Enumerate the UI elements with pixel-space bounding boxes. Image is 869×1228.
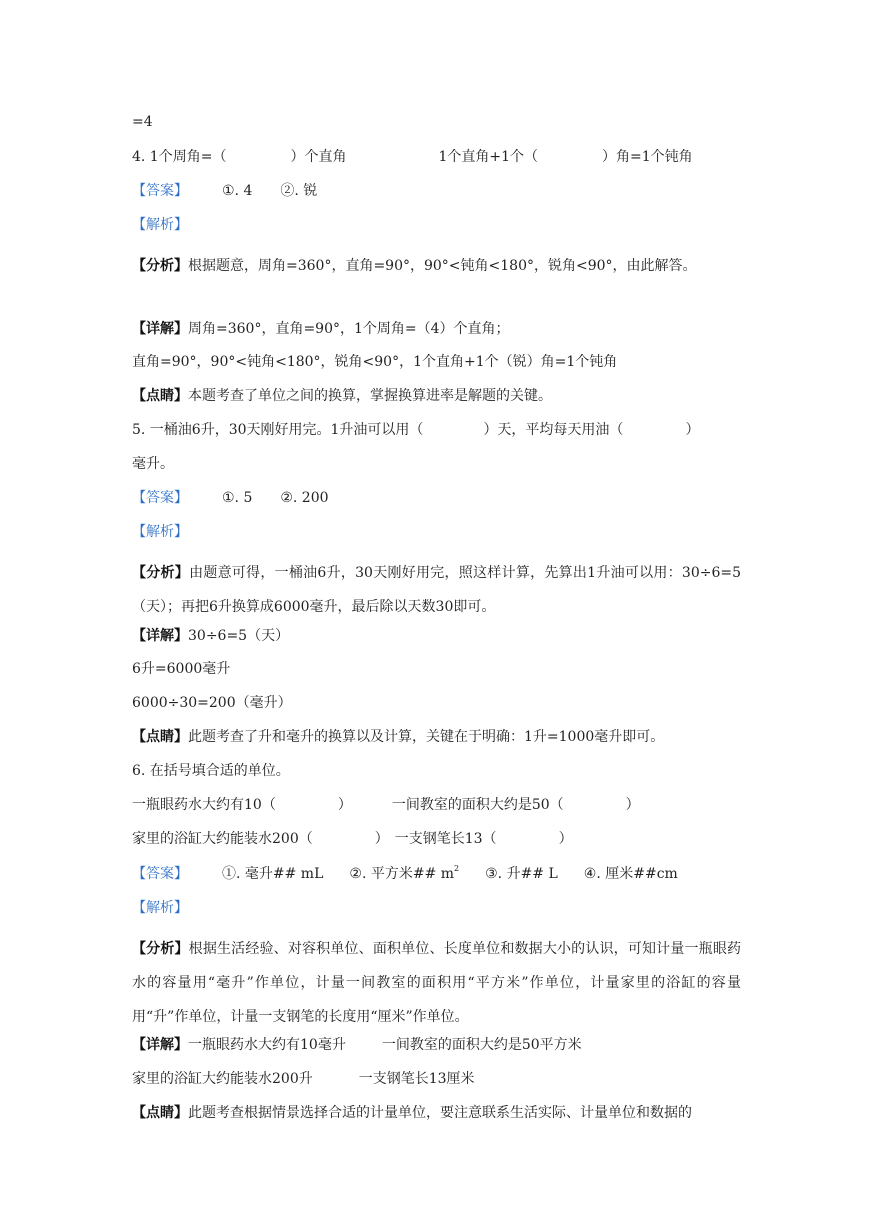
q6-row2-b: ） <box>374 831 389 847</box>
q6-row2-d: ） <box>558 831 573 847</box>
q4-xiangjie-1: 周角=360°，直角=90°，1个周角=（4）个直角； <box>188 321 510 337</box>
q4-xiangjie <box>132 319 741 339</box>
q6-row2-c: 一支钢笔长13（ <box>394 831 497 847</box>
q6-fenxi-text: 根据生活经验、对容积单位、面积单位、长度单位和数据大小的认识，可知计量一瓶眼药水的容量用“毫升”作单位，计量一间教室的面积用“平方米”作单位，计量家里的浴缸的容量用“升”作单位，计量一支钢笔的长度用“厘米”作单位。 <box>132 941 742 1025</box>
q4-dianjing-text: 本题考查了单位之间的换算，掌握换算进率是解题的关键。 <box>188 388 552 404</box>
q5-xiangjie-1: 30÷6=5（天） <box>188 628 290 644</box>
q6-xiangjie-line2 <box>132 1069 741 1089</box>
q5-dianjing <box>132 727 741 747</box>
q6-row1-c: 一间教室的面积大约是50（ <box>391 797 564 813</box>
q4-stem-b: ）个直角 <box>290 149 347 165</box>
answer-tag: 【答案】 <box>132 183 188 199</box>
q4-xiangjie-line2: 直角=90°，90°<钝角<180°，锐角<90°，1个直角+1个（锐）角=1个钝角 <box>132 354 618 370</box>
q4-answer <box>132 181 741 201</box>
q6-dianjing-text: 此题考查根据情景选择合适的计量单位，要注意联系生活实际、计量单位和数据的 <box>188 1105 692 1121</box>
q6-dianjing <box>132 1103 741 1123</box>
q5-xiangjie <box>132 626 741 646</box>
q6-analysis-heading <box>132 898 741 918</box>
q5-xiangjie-line2: 6升=6000毫升 <box>132 661 231 677</box>
q6-answer <box>132 864 741 884</box>
answer-tag: 【答案】 <box>132 490 188 506</box>
dianjing-tag: 【点睛】 <box>132 729 188 745</box>
q6-row1-a: 一瓶眼药水大约有10（ <box>132 797 276 813</box>
q4-analysis-heading <box>132 215 741 235</box>
q4-answer-1: ①. 4 <box>222 183 253 199</box>
fenxi-tag: 【分析】 <box>132 565 190 581</box>
q6-fenxi <box>132 932 741 1034</box>
q5-stem-a: 5. 一桶油6升，30天刚好用完。1升油可以用（ <box>132 422 424 438</box>
q6-answer-1: ①. 毫升## mL <box>222 866 324 882</box>
q5-stem <box>132 420 741 440</box>
q5-answer-1: ①. 5 <box>222 490 253 506</box>
q4-stem-a: 4. 1个周角=（ <box>132 149 227 165</box>
dianjing-tag: 【点睛】 <box>132 1105 188 1121</box>
answer-tag: 【答案】 <box>132 866 188 882</box>
q5-answer <box>132 488 741 508</box>
q6-row1 <box>132 795 741 815</box>
analysis-tag: 【解析】 <box>132 524 188 540</box>
q5-stem-line2: 毫升。 <box>132 456 174 472</box>
q5-xiangjie-line3: 6000÷30=200（毫升） <box>132 695 292 711</box>
analysis-tag: 【解析】 <box>132 900 188 916</box>
xiangjie-tag: 【详解】 <box>132 1037 188 1053</box>
q6-row2-a: 家里的浴缸大约能装水200（ <box>132 831 313 847</box>
analysis-tag: 【解析】 <box>132 217 188 233</box>
xiangjie-tag: 【详解】 <box>132 628 188 644</box>
q6-xiangjie-2b: 一支钢笔长13厘米 <box>358 1071 475 1087</box>
q4-fenxi-text: 根据题意，周角=360°，直角=90°，90°<钝角<180°，锐角<90°，由此解答。 <box>188 258 697 274</box>
q5-stem-c: ） <box>685 422 700 438</box>
xiangjie-tag: 【详解】 <box>132 321 188 337</box>
q6-xiangjie-2a: 家里的浴缸大约能装水200升 <box>132 1071 313 1087</box>
q6-answer-2: ②. 平方米## m <box>349 866 455 882</box>
q6-stem: 6. 在括号填合适的单位。 <box>132 763 290 779</box>
q5-answer-2: ②. 200 <box>280 490 329 506</box>
q4-dianjing <box>132 386 741 406</box>
q6-answer-3: ③. 升## L <box>485 866 558 882</box>
q5-stem-b: ）天，平均每天用油（ <box>483 422 624 438</box>
q6-answer-4: ④. 厘米##cm <box>583 866 678 882</box>
q5-analysis-heading <box>132 522 741 542</box>
q4-stem <box>132 147 741 167</box>
q4-stem-d: ）角=1个钝角 <box>602 149 693 165</box>
q6-row1-d: ） <box>625 797 640 813</box>
fenxi-tag: 【分析】 <box>132 258 188 274</box>
q6-xiangjie <box>132 1035 741 1055</box>
q4-fenxi <box>132 249 741 283</box>
q6-answer-2-sup: 2 <box>454 864 460 873</box>
q6-xiangjie-1b: 一间教室的面积大约是50平方米 <box>381 1037 582 1053</box>
q5-fenxi-text: 由题意可得，一桶油6升，30天刚好用完，照这样计算，先算出1升油可以用：30÷6=5（天）；再把6升换算成6000毫升，最后除以天数30即可。 <box>132 565 742 615</box>
q6-xiangjie-1a: 一瓶眼药水大约有10毫升 <box>188 1037 346 1053</box>
dianjing-tag: 【点睛】 <box>132 388 188 404</box>
q3-result: =4 <box>132 114 153 130</box>
q6-row1-b: ） <box>337 797 352 813</box>
q5-dianjing-text: 此题考查了升和毫升的换算以及计算，关键在于明确：1升=1000毫升即可。 <box>188 729 665 745</box>
q5-fenxi <box>132 556 741 624</box>
fenxi-tag: 【分析】 <box>132 941 189 957</box>
q4-answer-2: ②. 锐 <box>280 183 318 199</box>
q6-row2 <box>132 829 741 849</box>
q4-stem-c: 1个直角+1个（ <box>438 149 538 165</box>
